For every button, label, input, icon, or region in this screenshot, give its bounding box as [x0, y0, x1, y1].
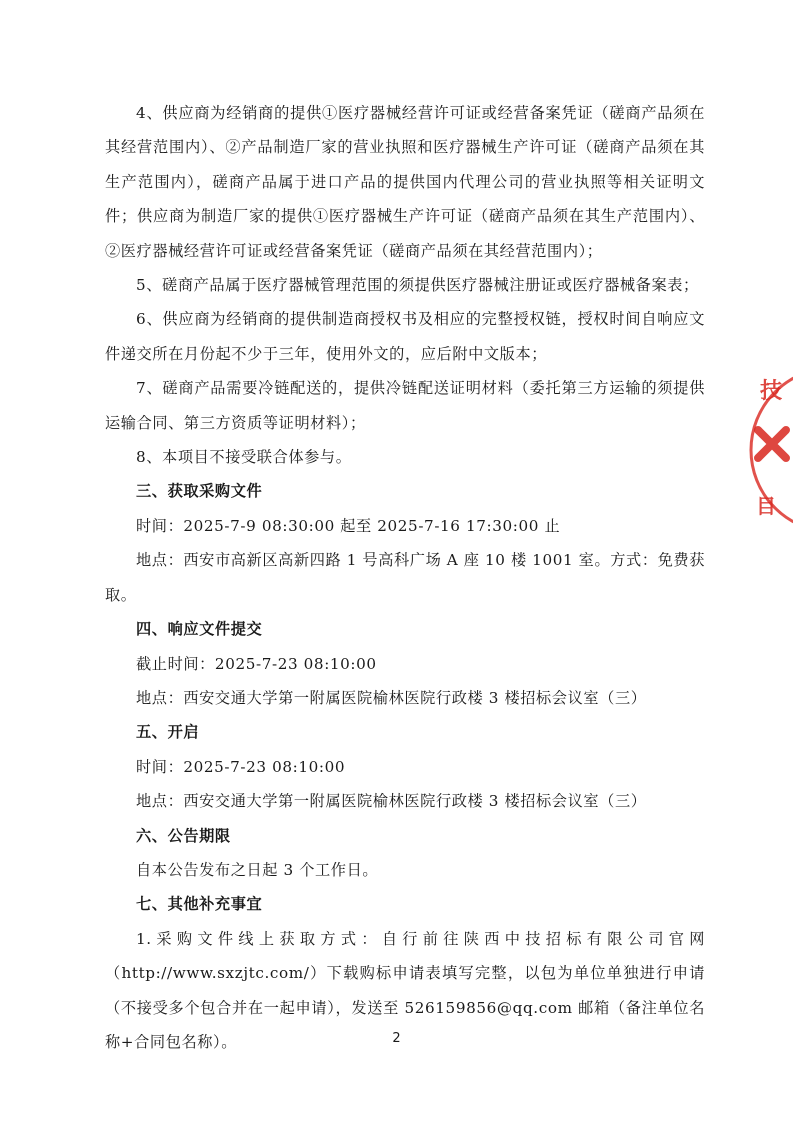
section-heading-obtain-documents: 三、获取采购文件 — [136, 482, 263, 501]
section-heading-opening: 五、开启 — [136, 723, 200, 742]
paragraph-item-6: 6、供应商为经销商的提供制造商授权书及相应的完整授权链，授权时间自响应文件递交所在月份起不少于三年，使用外文的，应后附中文版本； — [105, 310, 705, 363]
section-heading-notice-period: 六、公告期限 — [136, 826, 231, 845]
notice-period: 自本公告发布之日起 3 个工作日。 — [136, 860, 379, 879]
page-number: 2 — [392, 1031, 401, 1046]
paragraph-item-8: 8、本项目不接受联合体参与。 — [136, 448, 352, 467]
submission-deadline: 截止时间：2025-7-23 08:10:00 — [136, 654, 377, 673]
paragraph-item-4: 4、供应商为经销商的提供①医疗器械经营许可证或经营备案凭证（磋商产品须在其经营范围内）、②产品制造厂家的营业执照和医疗器械生产许可证（磋商产品须在其生产范围内），磋商产品属于进口产品的提供国内代理公司的营业执照等相关证明文件；供应商为制造厂家的提供①医疗器械生产许可证（磋商产品须在其生产范围内）、②医疗器械经营许可证或经营备案凭证（磋商产品须在其经营范围内）； — [105, 104, 705, 260]
section-heading-other-matters: 七、其他补充事宜 — [136, 895, 263, 914]
section-heading-submission: 四、响应文件提交 — [136, 620, 263, 639]
opening-location: 地点：西安交通大学第一附属医院榆林医院行政楼 3 楼招标会议室（三） — [136, 792, 647, 811]
obtain-time: 时间：2025-7-9 08:30:00 起至 2025-7-16 17:30:00 止 — [136, 516, 561, 535]
seal-text-fragment: 目 — [756, 494, 776, 518]
online-acquisition-method: 1.采购文件线上获取方式：自行前往陕西中技招标有限公司官网（http://www.sxzjtc.com/）下载购标申请表填写完整，以包为单位单独进行申请（不接受多个包合并在一起申请），发送至 526159856@qq.com 邮箱（备注单位名称+合同包名称）。 — [105, 929, 705, 1051]
paragraph-item-7: 7、磋商产品需要冷链配送的，提供冷链配送证明材料（委托第三方运输的须提供运输合同、第三方资质等证明材料）； — [105, 379, 705, 432]
seal-text-fragment: 技 — [760, 378, 783, 404]
red-seal-stamp — [738, 360, 793, 540]
paragraph-item-5: 5、磋商产品属于医疗器械管理范围的须提供医疗器械注册证或医疗器械备案表； — [136, 276, 699, 295]
obtain-location: 地点：西安市高新区高新四路 1 号高科广场 A 座 10 楼 1001 室。方式：免费获取。 — [105, 551, 705, 604]
document-body — [105, 96, 705, 1059]
opening-time: 时间：2025-7-23 08:10:00 — [136, 757, 346, 776]
submission-location: 地点：西安交通大学第一附属医院榆林医院行政楼 3 楼招标会议室（三） — [136, 688, 647, 707]
